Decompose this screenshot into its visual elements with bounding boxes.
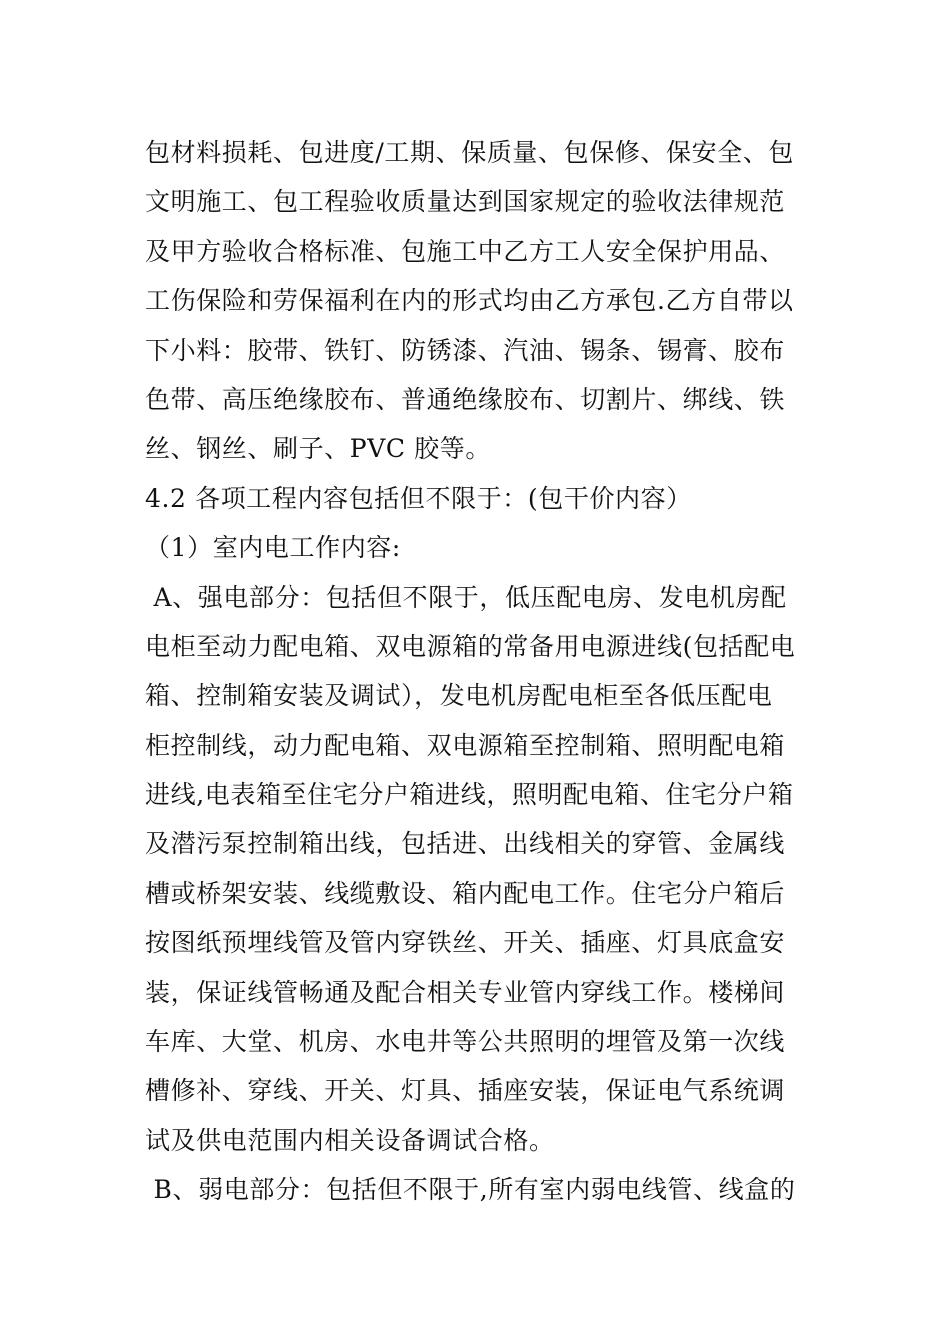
document-body bbox=[145, 128, 810, 1215]
text-line: 下小料：胶带、铁钉、防锈漆、汽油、锡条、锡膏、胶布 bbox=[145, 335, 786, 365]
text-line: 按图纸预埋线管及管内穿铁丝、开关、插座、灯具底盒安 bbox=[145, 928, 786, 958]
text-line: A、强电部分：包括但不限于，低压配电房、发电机房配 bbox=[145, 582, 787, 612]
text-line: 槽或桥架安装、线缆敷设、箱内配电工作。住宅分户箱后 bbox=[145, 878, 786, 908]
text-line: 工伤保险和劳保福利在内的形式均由乙方承包.乙方自带以 bbox=[145, 286, 794, 316]
text-line: 及甲方验收合格标准、包施工中乙方工人安全保护用品、 bbox=[145, 236, 786, 266]
text-line: 包材料损耗、包进度/工期、保质量、包保修、保安全、包 bbox=[145, 138, 795, 167]
text-line: 装，保证线管畅通及配合相关专业管内穿线工作。楼梯间 bbox=[145, 977, 786, 1007]
text-line: B、弱电部分：包括但不限于,所有室内弱电线管、线盒的 bbox=[145, 1175, 796, 1205]
text-line: 槽修补、穿线、开关、灯具、插座安装，保证电气系统调 bbox=[145, 1076, 786, 1106]
text-line: 柜控制线，动力配电箱、双电源箱至控制箱、照明配电箱 bbox=[145, 730, 786, 760]
text-line: 色带、高压绝缘胶布、普通绝缘胶布、切割片、绑线、铁 bbox=[145, 384, 786, 414]
text-line: 试及供电范围内相关设备调试合格。 bbox=[145, 1125, 555, 1155]
text-line: 电柜至动力配电箱、双电源箱的常备用电源进线(包括配电 bbox=[145, 631, 796, 661]
text-line: 文明施工、包工程验收质量达到国家规定的验收法律规范 bbox=[145, 187, 786, 217]
text-line: 车库、大堂、机房、水电井等公共照明的埋管及第一次线 bbox=[145, 1027, 786, 1057]
text-line: 箱、控制箱安装及调试），发电机房配电柜至各低压配电 bbox=[145, 681, 773, 711]
text-line: 及潜污泵控制箱出线，包括进、出线相关的穿管、金属线 bbox=[145, 829, 786, 859]
text-line: 丝、钢丝、刷子、PVC 胶等。 bbox=[145, 434, 491, 464]
text-line: 进线,电表箱至住宅分户箱进线，照明配电箱、住宅分户箱 bbox=[145, 780, 794, 810]
section-heading: 4.2 各项工程内容包括但不限于：(包干价内容） bbox=[145, 483, 692, 513]
subsection-heading: （1）室内电工作内容: bbox=[145, 533, 401, 563]
